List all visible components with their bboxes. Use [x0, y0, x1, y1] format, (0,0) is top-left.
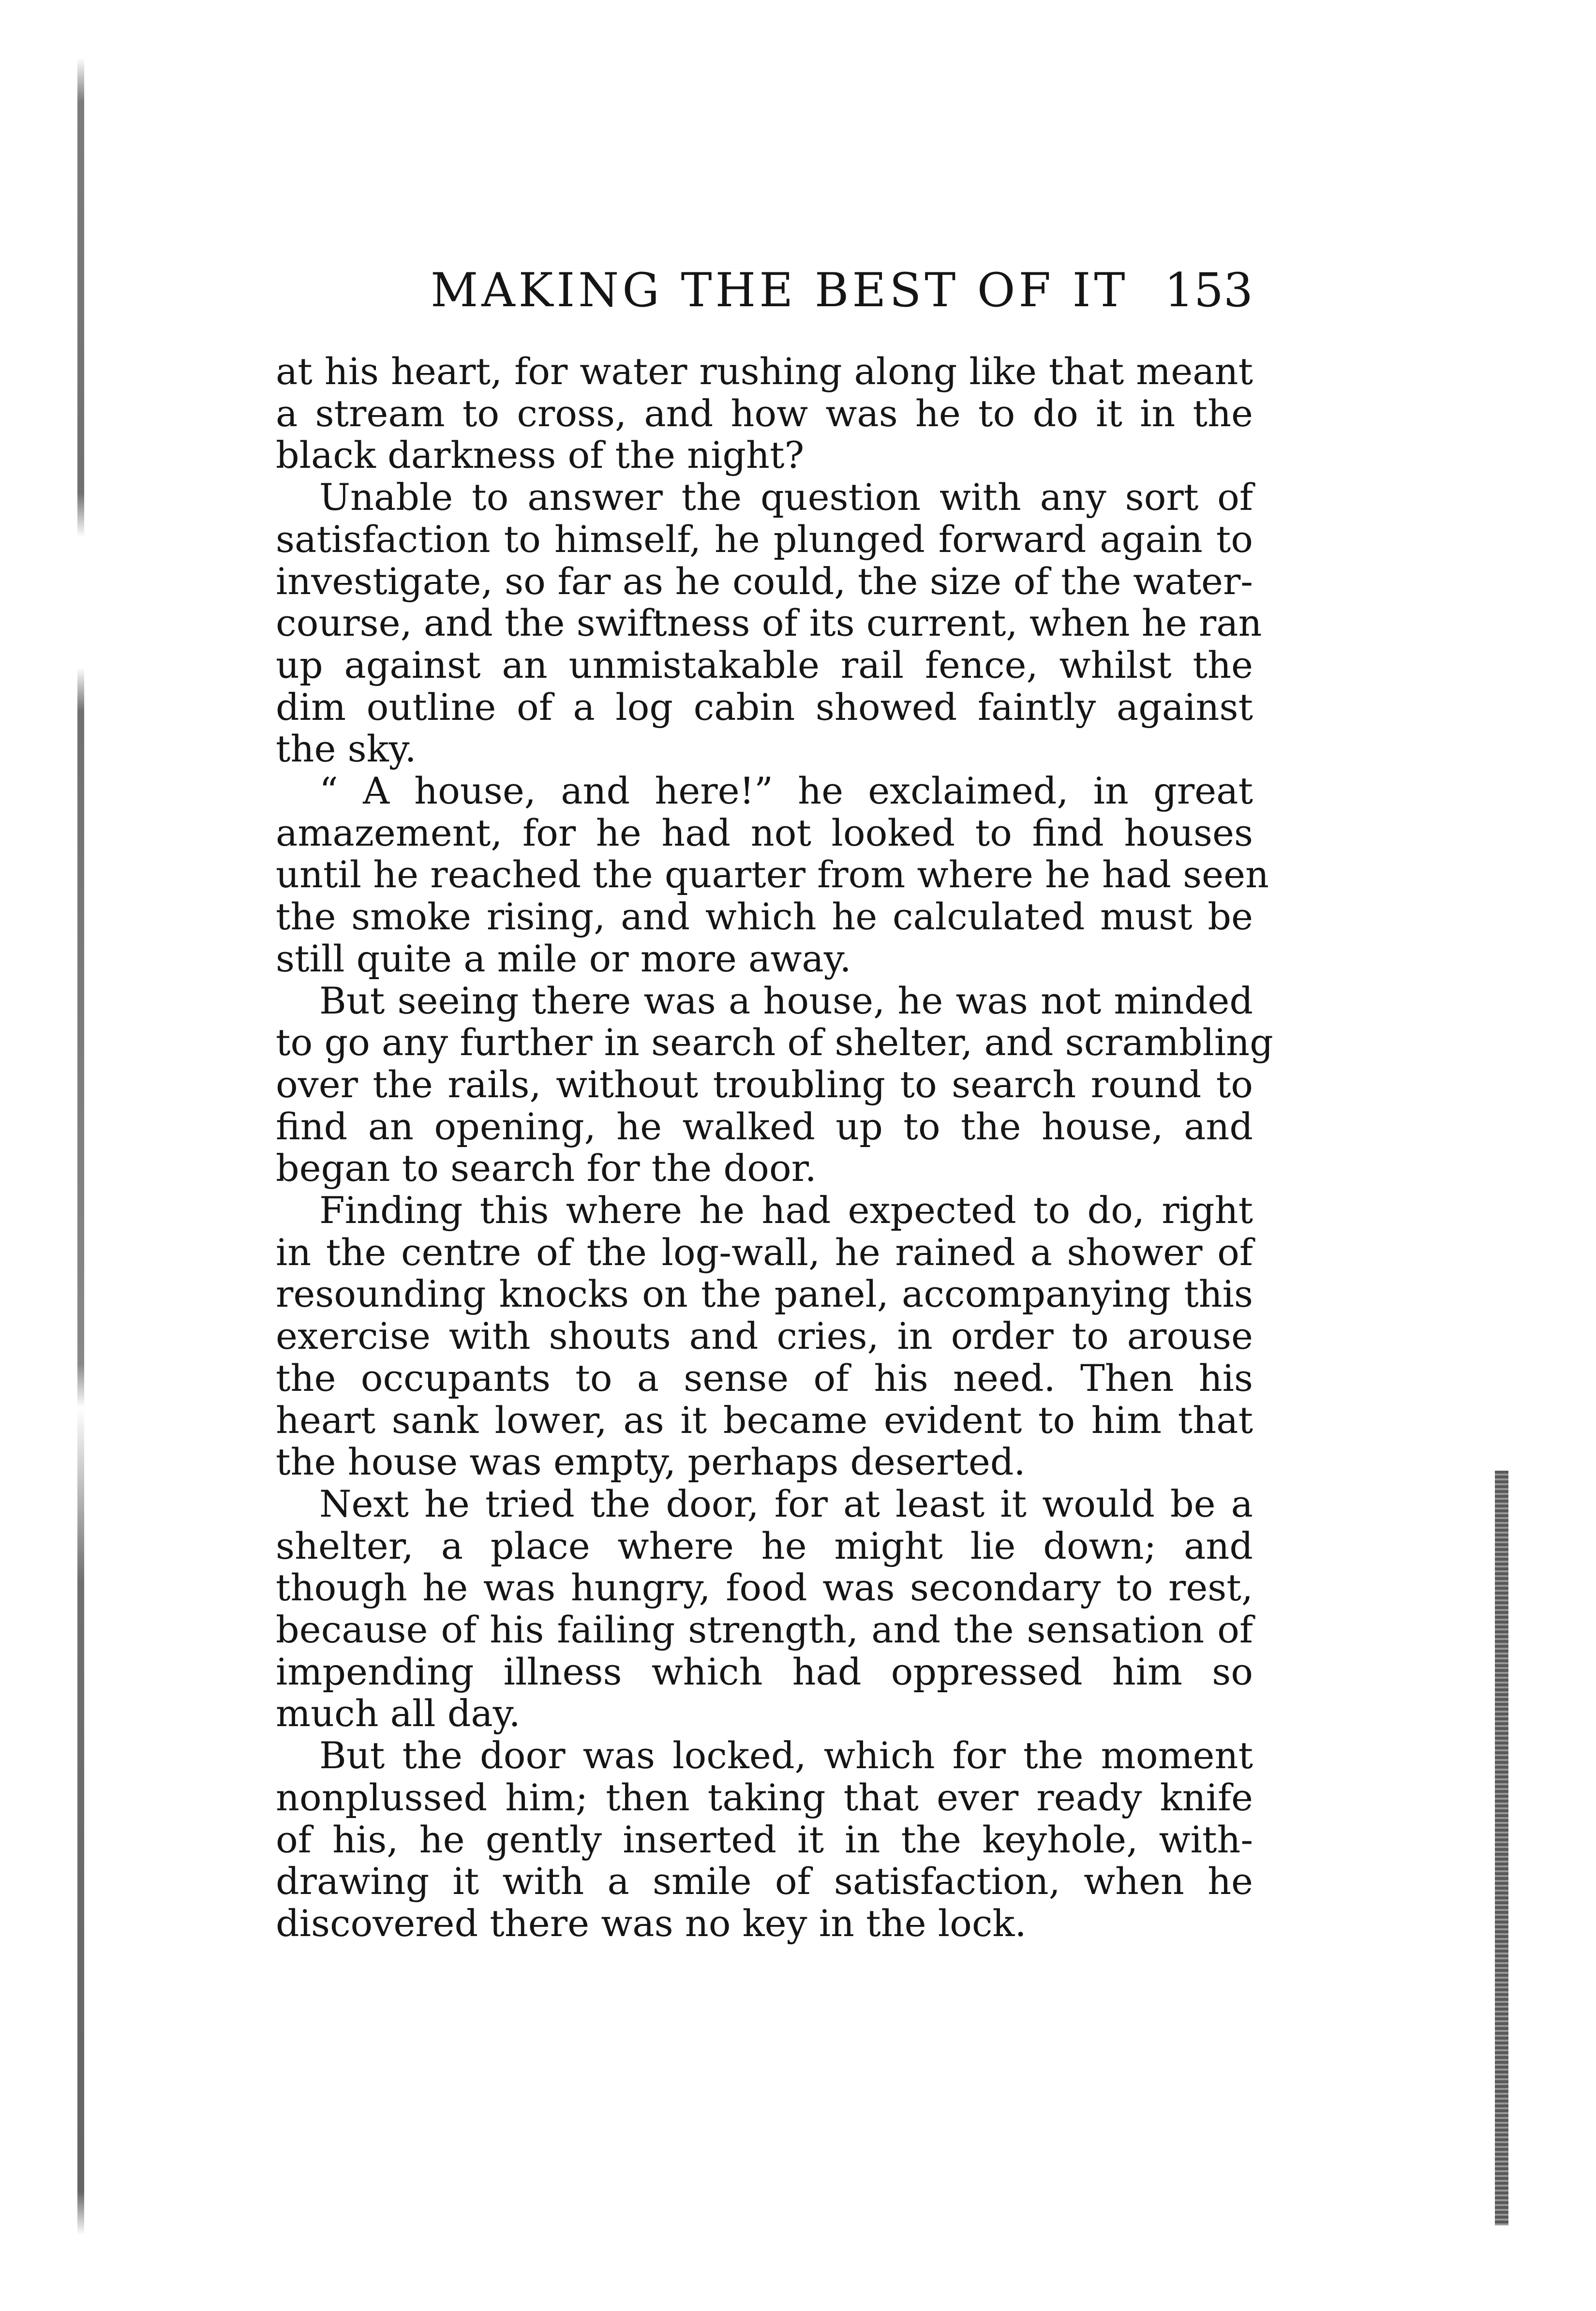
- text-line: up against an unmistakable rail fence, whilst the: [276, 643, 1253, 686]
- text-line: nonplussed him; then taking that ever ready knife: [276, 1776, 1253, 1819]
- text-line: investigate, so far as he could, the size of the water-: [276, 560, 1253, 603]
- text-line: find an opening, he walked up to the house, and: [276, 1105, 1253, 1148]
- text-line: “ A house, and here!” he exclaimed, in great: [319, 769, 1253, 812]
- page-number: 153: [1164, 263, 1253, 317]
- text-line: though he was hungry, food was secondary to rest,: [276, 1566, 1253, 1609]
- text-line: black darkness of the night?: [276, 433, 805, 477]
- text-line: the occupants to a sense of his need. Then his: [276, 1357, 1253, 1400]
- text-line: at his heart, for water rushing along like that meant: [276, 350, 1253, 393]
- text-line: over the rails, without troubling to search round to: [276, 1063, 1253, 1106]
- text-line: because of his failing strength, and the sensation of: [276, 1608, 1253, 1651]
- text-line: impending illness which had oppressed him so: [276, 1650, 1253, 1693]
- text-line: the smoke rising, and which he calculated must be: [276, 895, 1253, 938]
- text-line: drawing it with a smile of satisfaction, when he: [276, 1860, 1253, 1903]
- text-line: of his, he gently inserted it in the keyhole, with-: [276, 1818, 1253, 1861]
- text-line: began to search for the door.: [276, 1147, 817, 1190]
- text-line: course, and the swiftness of its current, when he ran: [276, 601, 1262, 644]
- text-line: amazement, for he had not looked to find houses: [276, 811, 1253, 854]
- running-title: MAKING THE BEST OF IT: [431, 263, 1129, 317]
- scan-gutter-right: [1495, 1471, 1508, 2225]
- text-line: Finding this where he had expected to do, right: [319, 1189, 1253, 1232]
- text-line: until he reached the quarter from where he had seen: [276, 853, 1269, 896]
- text-line: in the centre of the log-wall, he rained a shower of: [276, 1231, 1253, 1274]
- text-line: the sky.: [276, 727, 417, 770]
- text-line: shelter, a place where he might lie down; and: [276, 1524, 1253, 1567]
- text-line: still quite a mile or more away.: [276, 937, 851, 980]
- text-line: a stream to cross, and how was he to do it in the: [276, 392, 1253, 435]
- text-line: discovered there was no key in the lock.: [276, 1902, 1027, 1945]
- text-line: Next he tried the door, for at least it would be a: [319, 1482, 1253, 1525]
- text-line: But the door was locked, which for the moment: [319, 1734, 1253, 1777]
- text-line: satisfaction to himself, he plunged forward again to: [276, 518, 1253, 561]
- text-line: But seeing there was a house, he was not minded: [319, 979, 1253, 1022]
- body-text: [276, 350, 1273, 1957]
- text-line: heart sank lower, as it became evident to him that: [276, 1399, 1253, 1442]
- running-head: [276, 264, 1253, 317]
- scan-gutter-left: [77, 58, 84, 2235]
- text-line: much all day.: [276, 1692, 521, 1735]
- text-line: the house was empty, perhaps deserted.: [276, 1440, 1026, 1483]
- text-line: to go any further in search of shelter, and scrambling: [276, 1021, 1273, 1064]
- text-line: exercise with shouts and cries, in order to arouse: [276, 1314, 1253, 1357]
- text-line: dim outline of a log cabin showed faintly against: [276, 686, 1253, 729]
- text-line: resounding knocks on the panel, accompanying this: [276, 1272, 1253, 1315]
- text-line: Unable to answer the question with any sort of: [319, 476, 1253, 519]
